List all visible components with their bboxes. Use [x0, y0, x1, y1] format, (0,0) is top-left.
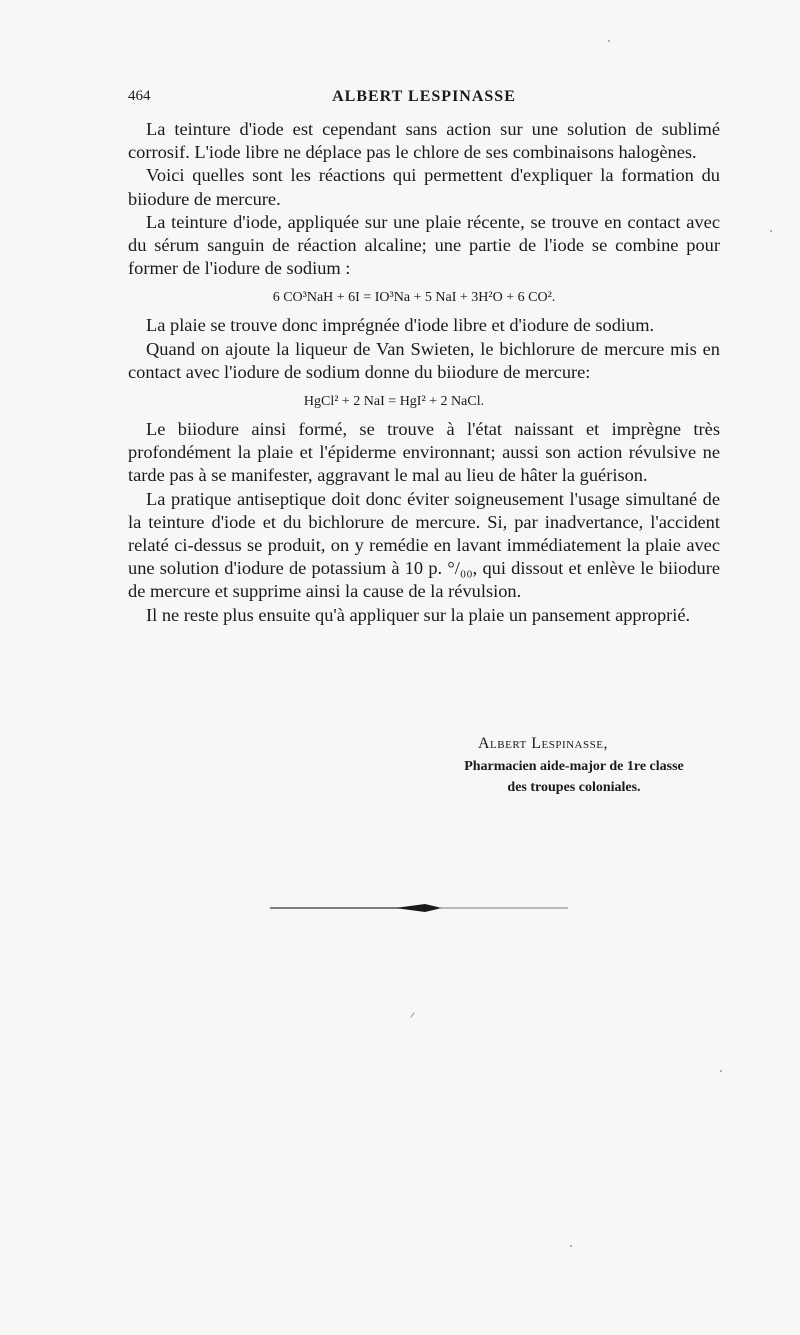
article-body — [128, 118, 720, 627]
end-ornament — [270, 898, 570, 918]
paragraph: Voici quelles sont les réactions qui permettent d'expliquer la formation du biiodure de mercure. — [128, 165, 720, 209]
page-header — [128, 88, 720, 112]
page-number: 464 — [128, 88, 151, 104]
chemical-equation: 6 CO³NaH + 6I = IO³Na + 5 NaI + 3H²O + 6 CO². — [272, 290, 556, 306]
paper-speck — [720, 1070, 722, 1072]
signature-block — [128, 732, 720, 798]
paper-speck — [410, 1012, 414, 1017]
paragraph: La teinture d'iode, appliquée sur une plaie récente, se trouve en contact avec du sérum sanguin de réaction alcaline; une partie de l'iode se combine pour former de l'iodure de sodium : — [128, 211, 720, 279]
paragraph: La plaie se trouve donc imprégnée d'iode libre et d'iodure de sodium. — [146, 315, 655, 336]
paragraph: La teinture d'iode est cependant sans action sur une solution de sublimé corrosif. L'iode libre ne déplace pas le chlore de ses combinaisons halogènes. — [128, 119, 720, 163]
paper-speck — [570, 1245, 572, 1247]
author-name: Albert Lespinasse, — [478, 735, 608, 752]
paragraph: Le biiodure ainsi formé, se trouve à l'état naissant et imprègne très profondément la plaie et l'épiderme environnant; aussi son action révulsive ne tarde pas à se manifester, aggravant le mal au lieu de hâter la guérison. — [128, 419, 720, 486]
paragraph: Il ne reste plus ensuite qu'à appliquer sur la plaie un pansement approprié. — [146, 604, 691, 625]
paragraph: La pratique antiseptique doit donc éviter soigneusement l'usage simultané de la teinture d'iode et du bichlorure de mercure. Si, par inadvertance, l'accident relaté ci-dessus se produit, on y remédie en lavant immédiatement la plaie avec une solution d'iodure de potassium à 10 p. °/₀₀, qui dissout et enlève le biiodure de mercure et supprime ainsi la cause de la révulsion. — [128, 488, 720, 602]
chemical-equation: HgCl² + 2 NaI = HgI² + 2 NaCl. — [303, 394, 485, 410]
paper-speck — [770, 230, 772, 232]
paper-speck — [608, 40, 610, 42]
paragraph: Quand on ajoute la liqueur de Van Swieten, le bichlorure de mercure mis en contact avec l'iodure de sodium donne du biiodure de mercure: — [128, 338, 720, 382]
author-affiliation: des troupes coloniales. — [507, 780, 641, 795]
running-head: ALBERT LESPINASSE — [332, 88, 516, 105]
author-title: Pharmacien aide-major de 1re classe — [464, 759, 684, 774]
